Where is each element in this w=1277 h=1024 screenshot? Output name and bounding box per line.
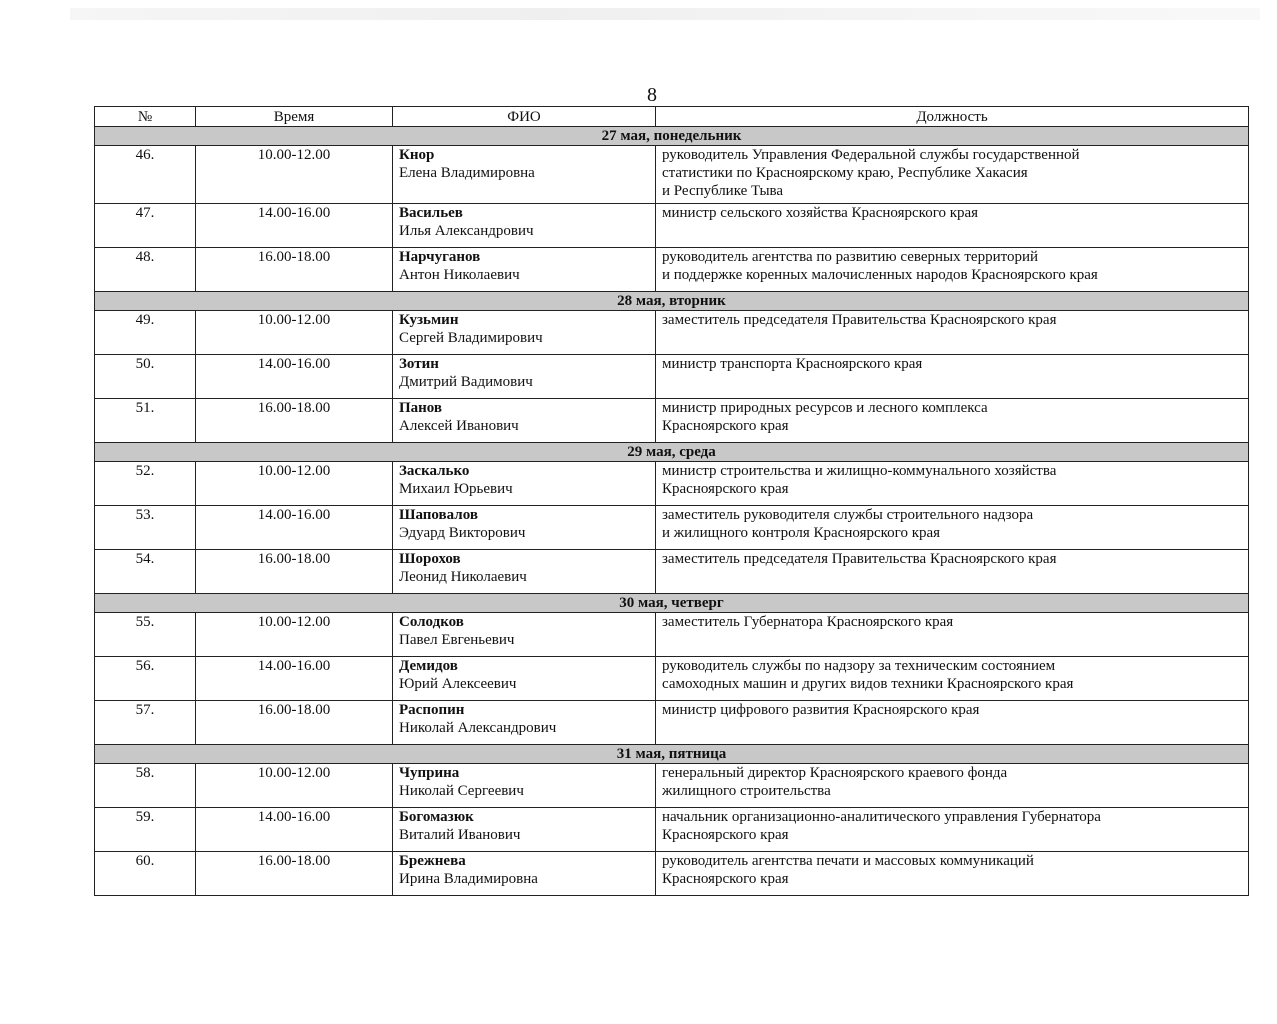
table-row (95, 204, 1249, 248)
page-number: 8 (647, 84, 657, 106)
header-name: ФИО (393, 107, 656, 127)
given-names: Юрий Алексеевич (399, 676, 517, 692)
day-header-row (95, 745, 1249, 764)
row-time: 16.00-18.00 (196, 701, 393, 745)
given-names: Павел Евгеньевич (399, 632, 515, 648)
position-text: министр строительства и жилищно-коммунального хозяйства Красноярского края (662, 463, 1057, 497)
row-time: 16.00-18.00 (196, 852, 393, 896)
given-names: Сергей Владимирович (399, 330, 543, 346)
position-text: начальник организационно-аналитического управления Губернатора Красноярского края (662, 809, 1101, 843)
given-names: Ирина Владимировна (399, 871, 538, 887)
row-time: 16.00-18.00 (196, 248, 393, 292)
day-label: 29 мая, среда (95, 443, 1249, 462)
position-text: заместитель Губернатора Красноярского края (662, 614, 954, 630)
given-names: Елена Владимировна (399, 165, 535, 181)
row-time: 10.00-12.00 (196, 146, 393, 204)
surname: Шорохов (399, 551, 461, 567)
table-row (95, 613, 1249, 657)
position-text: министр природных ресурсов и лесного комплекса Красноярского края (662, 400, 988, 434)
surname: Демидов (399, 658, 458, 674)
row-position (656, 311, 1249, 355)
position-text: руководитель агентства печати и массовых коммуникаций Красноярского края (662, 853, 1034, 887)
row-number: 48. (95, 248, 196, 292)
row-time: 16.00-18.00 (196, 399, 393, 443)
day-header-row (95, 127, 1249, 146)
row-number: 46. (95, 146, 196, 204)
given-names: Николай Сергеевич (399, 783, 524, 799)
given-names: Виталий Иванович (399, 827, 521, 843)
row-time: 10.00-12.00 (196, 613, 393, 657)
row-name (393, 506, 656, 550)
row-name (393, 355, 656, 399)
table-row (95, 506, 1249, 550)
row-position (656, 506, 1249, 550)
row-name (393, 701, 656, 745)
row-name (393, 613, 656, 657)
table-row (95, 657, 1249, 701)
position-text: руководитель Управления Федеральной службы государственной статистики по Красноярскому краю, Республике Хакасия и Республике Тыва (662, 147, 1080, 199)
row-number: 52. (95, 462, 196, 506)
surname: Солодков (399, 614, 464, 630)
row-position (656, 462, 1249, 506)
row-number: 57. (95, 701, 196, 745)
row-name (393, 550, 656, 594)
table-row (95, 462, 1249, 506)
row-number: 47. (95, 204, 196, 248)
row-number: 53. (95, 506, 196, 550)
surname: Богомазюк (399, 809, 474, 825)
row-time: 14.00-16.00 (196, 657, 393, 701)
table-row (95, 311, 1249, 355)
row-position (656, 613, 1249, 657)
table-row (95, 852, 1249, 896)
table-row (95, 399, 1249, 443)
row-time: 14.00-16.00 (196, 204, 393, 248)
row-number: 58. (95, 764, 196, 808)
row-time: 14.00-16.00 (196, 808, 393, 852)
row-position (656, 808, 1249, 852)
table-row (95, 764, 1249, 808)
scan-artifact (70, 8, 1260, 20)
row-name (393, 462, 656, 506)
day-label: 30 мая, четверг (95, 594, 1249, 613)
surname: Брежнева (399, 853, 466, 869)
position-text: министр сельского хозяйства Красноярского края (662, 205, 979, 221)
row-number: 50. (95, 355, 196, 399)
position-text: руководитель агентства по развитию северных территорий и поддержке коренных малочисленных народов Красноярского края (662, 249, 1098, 283)
position-text: заместитель председателя Правительства Красноярского края (662, 312, 1057, 328)
given-names: Леонид Николаевич (399, 569, 527, 585)
position-text: руководитель службы по надзору за техническим состоянием самоходных машин и других видов техники Красноярского края (662, 658, 1074, 692)
header-no: № (95, 107, 196, 127)
day-label: 27 мая, понедельник (95, 127, 1249, 146)
given-names: Михаил Юрьевич (399, 481, 513, 497)
row-position (656, 764, 1249, 808)
position-text: заместитель председателя Правительства Красноярского края (662, 551, 1057, 567)
surname: Распопин (399, 702, 465, 718)
surname: Заскалько (399, 463, 470, 479)
row-position (656, 204, 1249, 248)
position-text: генеральный директор Красноярского краевого фонда жилищного строительства (662, 765, 1008, 799)
row-number: 59. (95, 808, 196, 852)
schedule-table (94, 106, 1249, 896)
table-row (95, 550, 1249, 594)
header-position: Должность (656, 107, 1249, 127)
surname: Васильев (399, 205, 463, 221)
row-name (393, 657, 656, 701)
given-names: Дмитрий Вадимович (399, 374, 533, 390)
day-label: 28 мая, вторник (95, 292, 1249, 311)
table-row (95, 355, 1249, 399)
row-name (393, 764, 656, 808)
given-names: Алексей Иванович (399, 418, 519, 434)
row-position (656, 399, 1249, 443)
header-row (95, 107, 1249, 127)
day-header-row (95, 594, 1249, 613)
row-time: 10.00-12.00 (196, 764, 393, 808)
row-position (656, 355, 1249, 399)
row-position (656, 550, 1249, 594)
row-name (393, 399, 656, 443)
row-number: 54. (95, 550, 196, 594)
row-time: 14.00-16.00 (196, 506, 393, 550)
position-text: министр цифрового развития Красноярского края (662, 702, 980, 718)
row-name (393, 852, 656, 896)
row-number: 60. (95, 852, 196, 896)
row-position (656, 701, 1249, 745)
given-names: Антон Николаевич (399, 267, 520, 283)
row-number: 51. (95, 399, 196, 443)
row-time: 10.00-12.00 (196, 462, 393, 506)
table-row (95, 701, 1249, 745)
surname: Кнор (399, 147, 435, 163)
surname: Нарчуганов (399, 249, 481, 265)
row-name (393, 146, 656, 204)
table-row (95, 808, 1249, 852)
table-row (95, 146, 1249, 204)
surname: Чуприна (399, 765, 460, 781)
position-text: заместитель руководителя службы строительного надзора и жилищного контроля Красноярского края (662, 507, 1034, 541)
row-position (656, 657, 1249, 701)
row-time: 10.00-12.00 (196, 311, 393, 355)
surname: Шаповалов (399, 507, 478, 523)
header-time: Время (196, 107, 393, 127)
row-number: 56. (95, 657, 196, 701)
given-names: Эдуард Викторович (399, 525, 526, 541)
given-names: Илья Александрович (399, 223, 534, 239)
row-time: 16.00-18.00 (196, 550, 393, 594)
surname: Зотин (399, 356, 439, 372)
surname: Кузьмин (399, 312, 459, 328)
row-position (656, 146, 1249, 204)
row-name (393, 204, 656, 248)
row-time: 14.00-16.00 (196, 355, 393, 399)
row-number: 55. (95, 613, 196, 657)
row-position (656, 248, 1249, 292)
surname: Панов (399, 400, 443, 416)
day-header-row (95, 443, 1249, 462)
given-names: Николай Александрович (399, 720, 557, 736)
day-label: 31 мая, пятница (95, 745, 1249, 764)
table-row (95, 248, 1249, 292)
day-header-row (95, 292, 1249, 311)
row-name (393, 311, 656, 355)
row-name (393, 248, 656, 292)
position-text: министр транспорта Красноярского края (662, 356, 923, 372)
row-position (656, 852, 1249, 896)
row-number: 49. (95, 311, 196, 355)
row-name (393, 808, 656, 852)
